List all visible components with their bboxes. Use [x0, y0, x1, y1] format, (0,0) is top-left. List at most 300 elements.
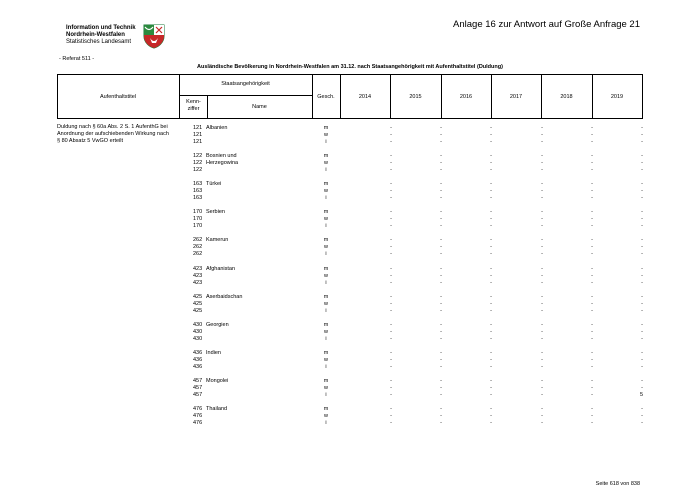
- value-cell: -: [541, 265, 543, 272]
- value-cell: -: [490, 279, 492, 286]
- value-cell: -: [641, 406, 643, 412]
- col-year: 2016: [459, 94, 473, 100]
- country-code: 121: [193, 132, 203, 138]
- sex-label: m: [323, 349, 329, 356]
- anlage-title: Anlage 16 zur Antwort auf Große Anfrage 21: [453, 19, 640, 30]
- sex-label: i: [325, 420, 327, 426]
- value-cell: -: [641, 153, 643, 160]
- value-cell: -: [541, 377, 543, 384]
- value-cell: -: [591, 216, 593, 223]
- country-code: 430: [193, 335, 203, 342]
- value-cell: -: [440, 181, 442, 188]
- value-cell: -: [440, 167, 442, 174]
- value-cell: -: [541, 167, 543, 174]
- value-cell: -: [490, 153, 492, 160]
- value-cell: -: [390, 237, 392, 244]
- sex-label: m: [323, 237, 329, 244]
- value-cell: -: [390, 132, 392, 138]
- value-cell: -: [591, 349, 593, 356]
- value-cell: -: [440, 300, 442, 307]
- value-cell: -: [541, 244, 543, 251]
- country-code: 122: [193, 160, 203, 167]
- sex-label: i: [325, 307, 327, 314]
- value-cell: -: [490, 293, 492, 300]
- country-code: 170: [193, 209, 203, 216]
- referat-label: - Referat 511 -: [59, 56, 95, 62]
- value-cell: -: [641, 209, 643, 216]
- value-cell: -: [541, 181, 543, 188]
- value-cell: -: [490, 377, 492, 384]
- country-code: 476: [193, 413, 203, 419]
- value-cell: -: [390, 195, 392, 202]
- value-cell: -: [641, 160, 643, 167]
- value-cell: -: [541, 420, 543, 426]
- value-cell: -: [440, 406, 442, 412]
- country-code: 163: [193, 188, 203, 195]
- value-cell: -: [591, 139, 593, 145]
- value-cell: -: [591, 335, 593, 342]
- value-cell: -: [541, 251, 543, 258]
- value-cell: -: [641, 244, 643, 251]
- col-year: 2017: [509, 94, 523, 100]
- sex-label: w: [324, 384, 328, 391]
- sex-label: m: [323, 125, 329, 131]
- sex-label: w: [324, 328, 328, 335]
- value-cell: -: [390, 188, 392, 195]
- value-cell: -: [641, 349, 643, 356]
- value-cell: -: [490, 413, 492, 419]
- country-code: 425: [193, 293, 203, 300]
- value-cell: -: [390, 307, 392, 314]
- value-cell: -: [541, 237, 543, 244]
- value-cell: -: [390, 391, 392, 398]
- value-cell: -: [440, 307, 442, 314]
- country-name: Serbien: [206, 209, 225, 216]
- value-cell: -: [490, 181, 492, 188]
- value-cell: -: [591, 251, 593, 258]
- value-cell: -: [541, 223, 543, 230]
- value-cell: -: [440, 328, 442, 335]
- sex-label: m: [323, 153, 329, 160]
- col-kennziffer: [180, 99, 207, 113]
- value-cell: -: [440, 293, 442, 300]
- value-cell: -: [541, 328, 543, 335]
- value-cell: -: [591, 420, 593, 426]
- value-cell: -: [390, 413, 392, 419]
- value-cell: -: [490, 209, 492, 216]
- value-cell: -: [541, 139, 543, 145]
- value-cell: -: [641, 265, 643, 272]
- value-cell: -: [591, 356, 593, 363]
- country-name: Afghanistan: [206, 265, 236, 272]
- value-cell: -: [641, 132, 643, 138]
- sex-label: i: [325, 391, 327, 398]
- value-cell: -: [541, 279, 543, 286]
- value-cell: -: [490, 223, 492, 230]
- col-year: 2018: [560, 94, 573, 100]
- value-cell: -: [641, 363, 643, 370]
- value-cell: -: [641, 167, 643, 174]
- value-cell: -: [440, 384, 442, 391]
- value-cell: -: [390, 167, 392, 174]
- country-code: 476: [193, 406, 203, 412]
- value-cell: -: [390, 420, 392, 426]
- country-code: 423: [193, 265, 203, 272]
- value-cell: -: [591, 391, 593, 398]
- value-cell: -: [390, 321, 392, 328]
- value-cell: -: [541, 384, 543, 391]
- value-cell: -: [641, 181, 643, 188]
- value-cell: -: [591, 377, 593, 384]
- sex-label: i: [325, 195, 327, 202]
- sex-label: w: [324, 272, 328, 279]
- value-cell: -: [390, 125, 392, 131]
- value-cell: -: [591, 279, 593, 286]
- value-cell: -: [440, 391, 442, 398]
- value-cell: -: [490, 139, 492, 145]
- value-cell: -: [390, 272, 392, 279]
- value-cell: -: [440, 195, 442, 202]
- value-cell: -: [591, 384, 593, 391]
- country-code: 425: [193, 307, 203, 314]
- aufenthaltstitel-line: Anordnung der aufschiebenden Wirkung nach: [57, 131, 169, 137]
- value-cell: -: [541, 300, 543, 307]
- sex-label: i: [325, 279, 327, 286]
- sex-label: i: [325, 223, 327, 230]
- country-code: 457: [193, 391, 203, 398]
- value-cell: -: [641, 328, 643, 335]
- value-cell: -: [641, 237, 643, 244]
- value-cell: -: [490, 420, 492, 426]
- value-cell: -: [440, 420, 442, 426]
- value-cell: -: [541, 335, 543, 342]
- value-cell: -: [641, 272, 643, 279]
- value-cell: -: [541, 356, 543, 363]
- sex-label: w: [324, 216, 328, 223]
- country-name: Kamerun: [206, 237, 229, 244]
- value-cell: -: [390, 349, 392, 356]
- value-cell: -: [490, 160, 492, 167]
- value-cell: -: [440, 160, 442, 167]
- col-year: 2015: [409, 94, 422, 100]
- country-name: Albanien: [206, 125, 228, 131]
- sex-label: w: [324, 356, 328, 363]
- value-cell: -: [440, 272, 442, 279]
- value-cell: -: [641, 307, 643, 314]
- value-cell: -: [390, 356, 392, 363]
- country-name: Indien: [206, 349, 221, 356]
- value-cell: -: [440, 244, 442, 251]
- value-cell: -: [641, 195, 643, 202]
- value-cell: 5: [639, 391, 643, 398]
- country-code: 436: [193, 349, 203, 356]
- value-cell: -: [541, 406, 543, 412]
- value-cell: -: [390, 363, 392, 370]
- sex-label: m: [323, 209, 329, 216]
- value-cell: -: [490, 321, 492, 328]
- value-cell: -: [641, 377, 643, 384]
- country-code: 436: [193, 356, 203, 363]
- col-aufenthaltstitel: Aufenthaltstitel: [99, 94, 137, 100]
- country-name: Türkei: [206, 181, 222, 188]
- value-cell: -: [490, 188, 492, 195]
- value-cell: -: [591, 363, 593, 370]
- value-cell: -: [641, 321, 643, 328]
- value-cell: -: [390, 209, 392, 216]
- value-cell: -: [641, 223, 643, 230]
- sex-label: i: [325, 335, 327, 342]
- country-code: 262: [193, 251, 203, 258]
- country-code: 457: [193, 377, 203, 384]
- value-cell: -: [591, 413, 593, 419]
- value-cell: -: [440, 377, 442, 384]
- sex-label: i: [325, 363, 327, 370]
- value-cell: -: [591, 244, 593, 251]
- sex-label: w: [324, 132, 328, 138]
- value-cell: -: [490, 335, 492, 342]
- country-code: 170: [193, 216, 203, 223]
- sex-label: m: [323, 406, 329, 412]
- country-code: 476: [193, 420, 203, 426]
- value-cell: -: [490, 356, 492, 363]
- org-name-line2: Nordrhein-Westfalen: [66, 32, 125, 38]
- value-cell: -: [390, 251, 392, 258]
- value-cell: -: [490, 349, 492, 356]
- value-cell: -: [490, 132, 492, 138]
- sex-label: m: [323, 265, 329, 272]
- sex-label: m: [323, 321, 329, 328]
- value-cell: -: [641, 251, 643, 258]
- country-name: Aserbaidschan: [206, 293, 243, 300]
- value-cell: -: [440, 265, 442, 272]
- value-cell: -: [591, 307, 593, 314]
- country-code: 163: [193, 195, 203, 202]
- value-cell: -: [541, 307, 543, 314]
- value-cell: -: [440, 216, 442, 223]
- value-cell: -: [490, 244, 492, 251]
- country-code: 423: [193, 272, 203, 279]
- sex-label: w: [324, 160, 328, 167]
- value-cell: -: [641, 356, 643, 363]
- value-cell: -: [541, 272, 543, 279]
- aufenthaltstitel-line: Duldung nach § 60a Abs. 2 S. 1 AufenthG bei: [57, 124, 168, 130]
- value-cell: -: [390, 300, 392, 307]
- value-cell: -: [541, 391, 543, 398]
- col-geschlecht: Gesch.: [317, 94, 335, 100]
- value-cell: -: [591, 328, 593, 335]
- value-cell: -: [541, 188, 543, 195]
- org-name-line1: Information und Technik: [66, 25, 136, 31]
- value-cell: -: [490, 307, 492, 314]
- value-cell: -: [541, 413, 543, 419]
- value-cell: -: [591, 272, 593, 279]
- value-cell: -: [440, 356, 442, 363]
- value-cell: -: [440, 279, 442, 286]
- value-cell: -: [390, 279, 392, 286]
- value-cell: -: [390, 223, 392, 230]
- value-cell: -: [541, 160, 543, 167]
- sex-label: m: [323, 293, 329, 300]
- value-cell: -: [490, 265, 492, 272]
- value-cell: -: [390, 293, 392, 300]
- country-name: Georgien: [206, 321, 229, 328]
- value-cell: -: [591, 125, 593, 131]
- value-cell: -: [591, 195, 593, 202]
- value-cell: -: [440, 209, 442, 216]
- value-cell: -: [390, 265, 392, 272]
- value-cell: -: [390, 335, 392, 342]
- page-number: Seite 618 von 838: [595, 481, 640, 487]
- sex-label: w: [324, 188, 328, 195]
- aufenthaltstitel-text: [57, 124, 187, 145]
- value-cell: -: [541, 216, 543, 223]
- value-cell: -: [390, 160, 392, 167]
- col-kennziffer-line2: ziffer: [187, 106, 200, 112]
- value-cell: -: [591, 406, 593, 412]
- country-code: 425: [193, 300, 203, 307]
- col-year: 2019: [610, 94, 624, 100]
- value-cell: -: [641, 335, 643, 342]
- value-cell: -: [591, 223, 593, 230]
- value-cell: -: [541, 321, 543, 328]
- value-cell: -: [591, 153, 593, 160]
- value-cell: -: [490, 406, 492, 412]
- value-cell: -: [541, 349, 543, 356]
- value-cell: -: [440, 125, 442, 131]
- value-cell: -: [490, 363, 492, 370]
- value-cell: -: [390, 406, 392, 412]
- value-cell: -: [591, 300, 593, 307]
- country-code: 457: [193, 384, 203, 391]
- value-cell: -: [641, 384, 643, 391]
- country-code: 121: [193, 125, 203, 131]
- value-cell: -: [591, 188, 593, 195]
- value-cell: -: [541, 293, 543, 300]
- value-cell: -: [490, 195, 492, 202]
- value-cell: -: [641, 293, 643, 300]
- country-code: 430: [193, 321, 203, 328]
- sex-label: i: [325, 139, 327, 145]
- value-cell: -: [440, 132, 442, 138]
- table-title: Ausländische Bevölkerung in Nordrhein-Westfalen am 31.12. nach Staatsangehörigkeit mit Aufenthaltstitel (Duldung): [197, 64, 503, 70]
- col-staatsangehoerigkeit: Staatsangehörigkeit: [221, 81, 270, 87]
- value-cell: -: [490, 384, 492, 391]
- value-cell: -: [440, 223, 442, 230]
- value-cell: -: [641, 188, 643, 195]
- country-code: 163: [193, 181, 203, 188]
- value-cell: -: [591, 321, 593, 328]
- value-cell: -: [641, 279, 643, 286]
- value-cell: -: [490, 125, 492, 131]
- col-name: Name: [252, 104, 267, 110]
- value-cell: -: [591, 167, 593, 174]
- value-cell: -: [390, 153, 392, 160]
- country-code: 262: [193, 237, 203, 244]
- value-cell: -: [390, 244, 392, 251]
- country-code: 170: [193, 223, 203, 230]
- org-logo-text: [66, 25, 136, 46]
- value-cell: -: [591, 209, 593, 216]
- value-cell: -: [541, 209, 543, 216]
- value-cell: -: [641, 420, 643, 426]
- value-cell: -: [490, 300, 492, 307]
- table-header: [57, 74, 643, 119]
- value-cell: -: [390, 139, 392, 145]
- sex-label: w: [324, 413, 328, 419]
- sex-label: w: [324, 244, 328, 251]
- value-cell: -: [541, 132, 543, 138]
- value-cell: -: [541, 125, 543, 131]
- value-cell: -: [440, 349, 442, 356]
- value-cell: -: [490, 216, 492, 223]
- value-cell: -: [641, 139, 643, 145]
- value-cell: -: [440, 335, 442, 342]
- value-cell: -: [591, 237, 593, 244]
- country-name: Mongolei: [206, 377, 229, 384]
- value-cell: -: [490, 391, 492, 398]
- value-cell: -: [390, 377, 392, 384]
- sex-label: i: [325, 251, 327, 258]
- sex-label: m: [323, 181, 329, 188]
- value-cell: -: [440, 237, 442, 244]
- value-cell: -: [490, 272, 492, 279]
- value-cell: -: [541, 363, 543, 370]
- col-kennziffer-line1: Kenn-: [186, 99, 201, 105]
- value-cell: -: [440, 139, 442, 145]
- country-name: Bosnien und Herzegowina: [206, 153, 239, 167]
- country-code: 122: [193, 167, 203, 174]
- value-cell: -: [541, 195, 543, 202]
- value-cell: -: [440, 413, 442, 419]
- value-cell: -: [390, 328, 392, 335]
- value-cell: -: [390, 181, 392, 188]
- value-cell: -: [541, 153, 543, 160]
- value-cell: -: [490, 251, 492, 258]
- country-code: 262: [193, 244, 203, 251]
- country-code: 430: [193, 328, 203, 335]
- value-cell: -: [591, 265, 593, 272]
- value-cell: -: [390, 216, 392, 223]
- org-name-line3: Statistisches Landesamt: [66, 39, 132, 45]
- country-code: 436: [193, 363, 203, 370]
- value-cell: -: [641, 125, 643, 131]
- value-cell: -: [390, 384, 392, 391]
- country-name: Thailand: [206, 406, 228, 412]
- value-cell: -: [440, 321, 442, 328]
- value-cell: -: [440, 251, 442, 258]
- value-cell: -: [440, 188, 442, 195]
- value-cell: -: [591, 181, 593, 188]
- sex-label: i: [325, 167, 327, 174]
- col-year: 2014: [358, 94, 372, 100]
- value-cell: -: [490, 237, 492, 244]
- country-code: 121: [193, 139, 203, 145]
- sex-label: w: [324, 300, 328, 307]
- value-cell: -: [591, 160, 593, 167]
- nrw-crest-icon: [141, 23, 167, 49]
- value-cell: -: [641, 413, 643, 419]
- value-cell: -: [641, 300, 643, 307]
- value-cell: -: [490, 167, 492, 174]
- value-cell: -: [591, 293, 593, 300]
- value-cell: -: [490, 328, 492, 335]
- value-cell: -: [591, 132, 593, 138]
- country-code: 423: [193, 279, 203, 286]
- value-cell: -: [440, 363, 442, 370]
- country-code: 122: [193, 153, 203, 160]
- sex-label: m: [323, 377, 329, 384]
- value-cell: -: [440, 153, 442, 160]
